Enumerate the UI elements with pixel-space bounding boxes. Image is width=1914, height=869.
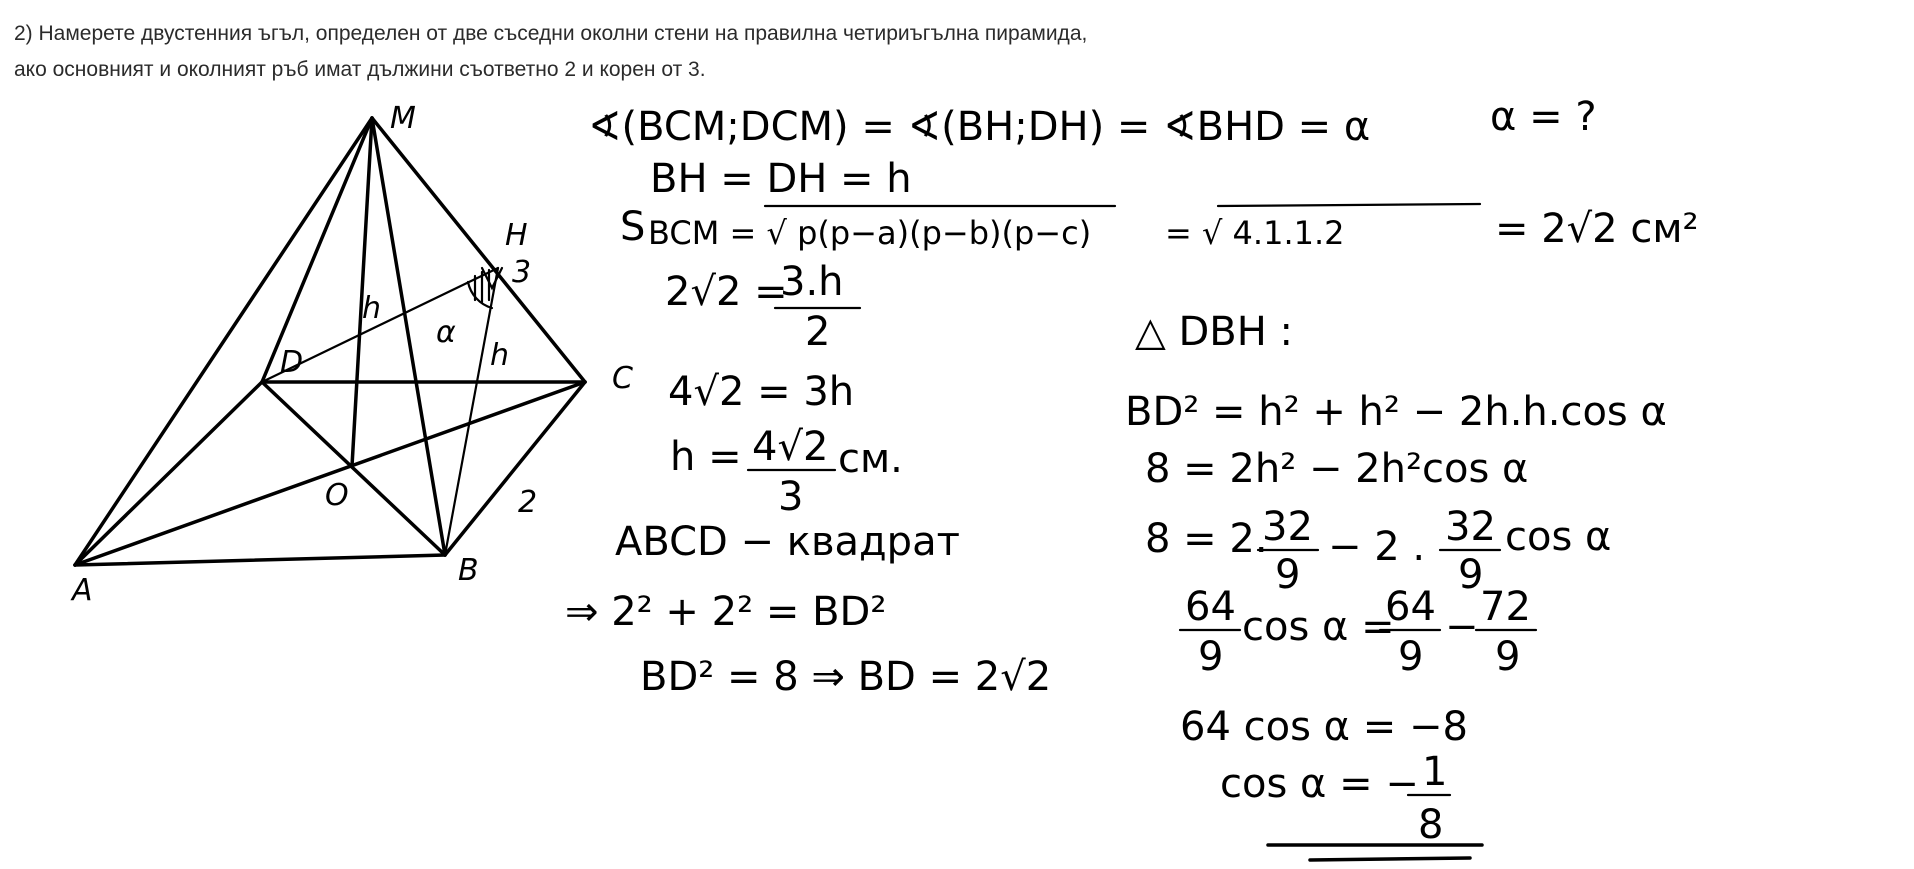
frac-64-b-den: 9 — [1398, 634, 1424, 680]
frac-32-a-num: 32 — [1262, 504, 1313, 550]
segment-BH — [445, 268, 498, 555]
edge-MC — [372, 118, 585, 382]
dihedral-angle-equation: ∢(BCM;DCM) = ∢(BH;DH) = ∢BHD = α — [588, 104, 1371, 150]
h-numerator: 4√2 — [752, 424, 829, 470]
heron-values: = √ 4.1.1.2 — [1165, 214, 1345, 252]
label-h-height: h — [362, 291, 382, 326]
area-eq-left: 2√2 = — [665, 269, 788, 315]
angle-hatching — [475, 270, 489, 302]
diagonal-AC — [75, 382, 585, 565]
h-equation: 4√2 = 3h — [668, 369, 855, 415]
h-equals: h = — [670, 434, 742, 480]
problem-line-1: 2) Намерете двустенния ъгъл, определен от две съседни околни стени на правилна четириъгълна пирамида, — [14, 22, 1088, 45]
substitution-left: 8 = 2. — [1145, 516, 1268, 562]
frac-64-a-den: 9 — [1198, 634, 1224, 680]
edge-DA — [75, 382, 262, 565]
label-side-3: 3 — [512, 255, 532, 290]
edge-MB — [372, 118, 445, 555]
sqrt-bar-2 — [1218, 204, 1480, 206]
h-denominator: 3 — [778, 474, 804, 520]
area-eq-denominator: 2 — [805, 309, 831, 355]
edge-AB — [75, 555, 445, 565]
label-M: M — [390, 101, 416, 136]
label-H: H — [505, 218, 528, 253]
label-A: A — [72, 573, 93, 608]
frac-32-b-den: 9 — [1458, 552, 1484, 598]
heron-S: S — [620, 204, 646, 250]
heron-formula: BCM = √ p(p−a)(p−b)(p−c) — [648, 214, 1092, 252]
diagonal-BD — [262, 382, 445, 555]
h-unit: см. — [838, 436, 903, 482]
frac-72-num: 72 — [1480, 584, 1531, 630]
label-D: D — [280, 345, 304, 380]
frac-64-b-num: 64 — [1385, 584, 1436, 630]
answer-underline-2 — [1310, 858, 1470, 860]
frac-32-b-num: 32 — [1445, 504, 1496, 550]
pythagoras-equation: ⇒ 2² + 2² = BD² — [565, 589, 887, 635]
area-result: = 2√2 см² — [1495, 206, 1699, 252]
alpha-question: α = ? — [1490, 94, 1597, 140]
cosine-law-simplified: 8 = 2h² − 2h²cos α — [1145, 446, 1529, 492]
label-B: B — [458, 553, 479, 588]
frac-64-a-num: 64 — [1185, 584, 1236, 630]
triangle-dbh: △ DBH : — [1135, 309, 1293, 355]
bd-result: BD² = 8 ⇒ BD = 2√2 — [640, 654, 1052, 700]
cos-eq-minus: − — [1445, 604, 1479, 650]
solution-column-2 — [1125, 309, 1667, 860]
label-side-2: 2 — [518, 485, 538, 520]
label-C: C — [612, 361, 633, 396]
cos-result-left: cos α = − — [1220, 761, 1419, 807]
substitution-cos: cos α — [1505, 514, 1612, 560]
problem-line-2: ако основният и околният ръб имат дължини съответно 2 и корен от 3. — [14, 58, 706, 81]
area-eq-numerator: 3.h — [780, 259, 844, 305]
cosine-law: BD² = h² + h² − 2h.h.cos α — [1125, 389, 1667, 435]
cos-result-num: 1 — [1422, 749, 1448, 795]
frac-72-den: 9 — [1495, 634, 1521, 680]
edge-MD — [262, 118, 372, 382]
label-alpha: α — [436, 315, 456, 350]
cos-64-equation: 64 cos α = −8 — [1180, 704, 1468, 750]
label-h-bh: h — [490, 338, 510, 373]
cos-eq-mid: cos α = — [1242, 604, 1395, 650]
pyramid-figure — [70, 101, 633, 608]
frac-32-a-den: 9 — [1275, 552, 1301, 598]
substitution-minus: − 2 . — [1328, 524, 1426, 570]
label-O: O — [325, 478, 349, 513]
cos-result-den: 8 — [1418, 802, 1444, 848]
abcd-square: ABCD − квадрат — [615, 519, 960, 565]
bh-dh-equal-h: BH = DH = h — [650, 156, 912, 202]
